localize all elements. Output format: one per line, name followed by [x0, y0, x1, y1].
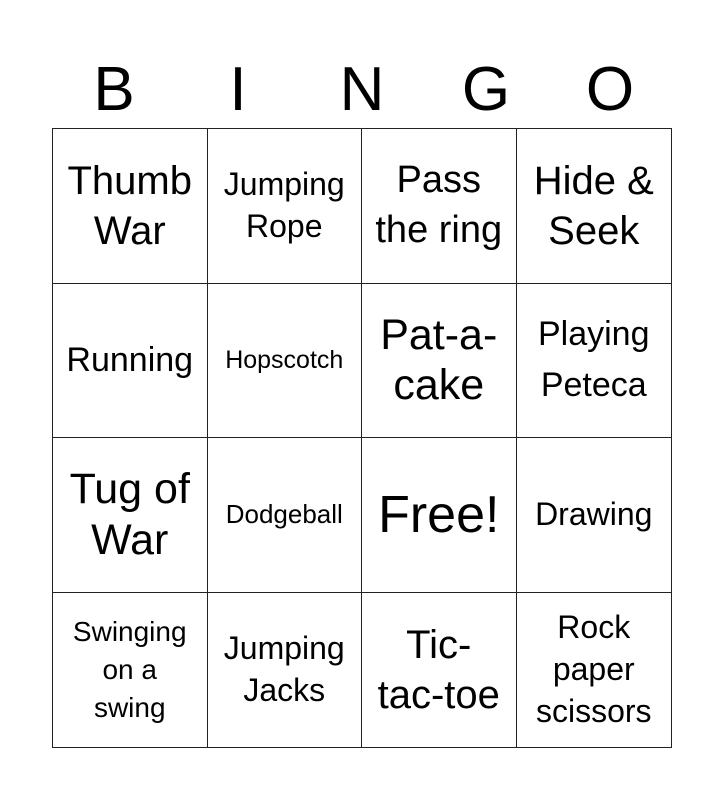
header-letter-i: I [229, 55, 247, 124]
bingo-cell[interactable] [517, 284, 672, 439]
bingo-header [52, 52, 672, 128]
cell-text: Playing Peteca [537, 315, 650, 405]
cell-text: Dodgeball [225, 498, 343, 529]
header-letter-g: G [461, 55, 511, 124]
cell-text: Drawing [535, 495, 653, 532]
cell-text: Pat-a- cake [380, 310, 498, 410]
bingo-cell[interactable] [362, 593, 517, 748]
bingo-cell[interactable] [208, 593, 363, 748]
bingo-cell[interactable] [362, 438, 517, 593]
cell-text: Tug of War [69, 465, 190, 564]
cell-text: Jumping Rope [223, 166, 345, 244]
bingo-cell[interactable] [517, 129, 672, 284]
bingo-cell[interactable] [53, 129, 208, 284]
header-letter-b: B [93, 55, 135, 124]
bingo-cell[interactable] [208, 438, 363, 593]
bingo-cell[interactable] [362, 129, 517, 284]
cell-text: Jumping Jacks [223, 630, 345, 708]
bingo-cell[interactable] [53, 438, 208, 593]
cell-text: Rock paper scissors [535, 609, 652, 729]
bingo-cell[interactable] [208, 284, 363, 439]
cell-text: Free! [378, 485, 500, 544]
cell-text: Hopscotch [225, 346, 344, 375]
cell-text: Tic- tac-toe [377, 622, 500, 717]
bingo-cell[interactable] [53, 284, 208, 439]
header-letter-n: N [339, 55, 385, 124]
cell-text: Pass the ring [375, 159, 503, 251]
bingo-cell[interactable] [362, 284, 517, 439]
bingo-cell[interactable] [53, 593, 208, 748]
cell-text: Running [66, 340, 194, 379]
bingo-cell[interactable] [517, 593, 672, 748]
bingo-cell[interactable] [208, 129, 363, 284]
cell-text: Thumb War [67, 158, 192, 253]
cell-text: Swinging on a swing [72, 616, 187, 723]
header-letter-o: O [585, 55, 635, 124]
bingo-cell[interactable] [517, 438, 672, 593]
bingo-board [52, 128, 672, 748]
cell-text: Hide & Seek [533, 158, 654, 253]
